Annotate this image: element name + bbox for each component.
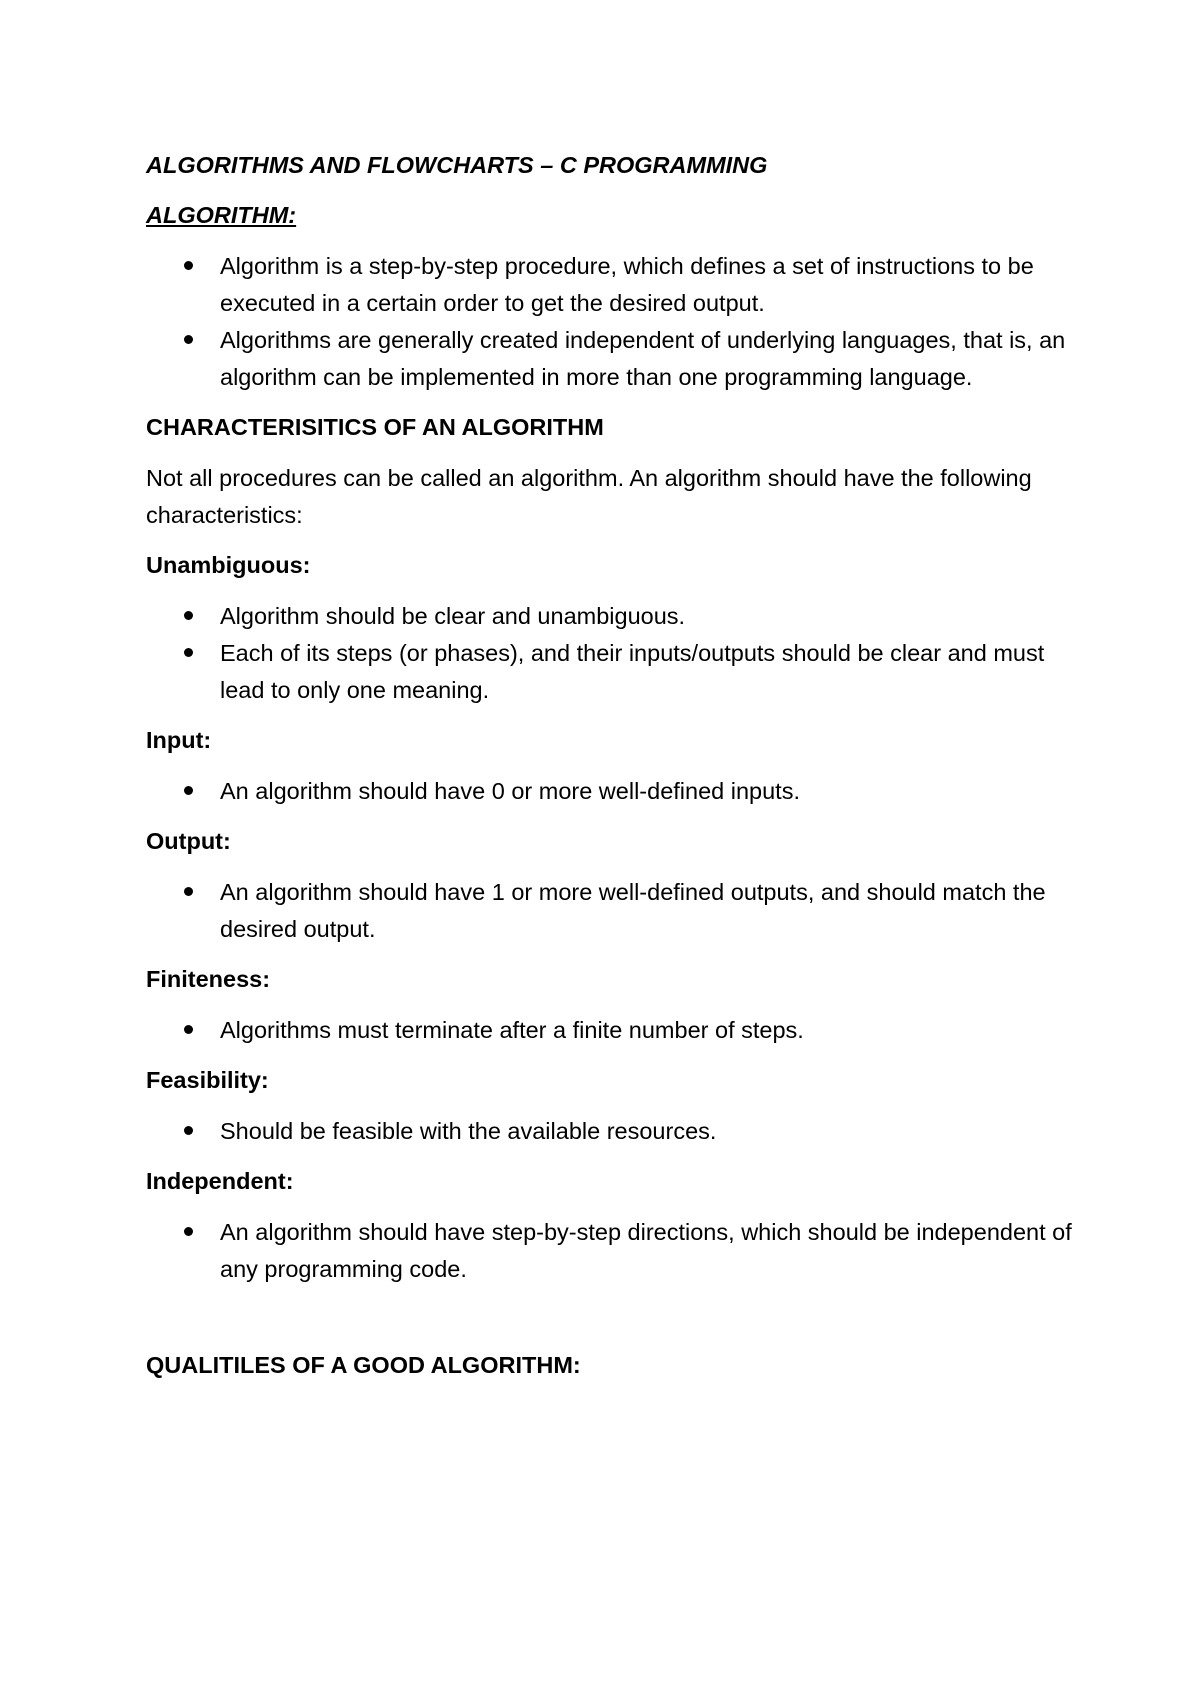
independent-label: Independent: bbox=[146, 1168, 294, 1194]
finiteness-label: Finiteness: bbox=[146, 966, 271, 992]
bullet-text: Should be feasible with the available resources. bbox=[220, 1118, 717, 1144]
bullet-icon bbox=[184, 1227, 193, 1236]
list-item bbox=[146, 874, 1086, 948]
unambiguous-bullet-list bbox=[146, 598, 1086, 709]
bullet-text: Algorithm should be clear and unambiguous. bbox=[220, 603, 686, 629]
bullet-text: An algorithm should have 0 or more well-defined inputs. bbox=[220, 778, 800, 804]
list-item bbox=[146, 598, 1086, 635]
bullet-text: Algorithm is a step-by-step procedure, which defines a set of instructions to be executed in a certain order to get the desired output. bbox=[220, 253, 1034, 316]
bullet-icon bbox=[184, 887, 193, 896]
list-item bbox=[146, 1012, 1086, 1049]
feasibility-bullet-list bbox=[146, 1113, 1086, 1150]
bullet-icon bbox=[184, 611, 193, 620]
unambiguous-label: Unambiguous: bbox=[146, 552, 311, 578]
algorithm-heading: ALGORITHM: bbox=[146, 202, 297, 228]
feasibility-label: Feasibility: bbox=[146, 1067, 269, 1093]
algorithm-bullet-list bbox=[146, 248, 1086, 396]
list-item bbox=[146, 248, 1086, 322]
bullet-icon bbox=[184, 1126, 193, 1135]
document-title: ALGORITHMS AND FLOWCHARTS – C PROGRAMMING bbox=[146, 152, 768, 178]
list-item bbox=[146, 1113, 1086, 1150]
bullet-icon bbox=[184, 786, 193, 795]
bullet-text: An algorithm should have step-by-step directions, which should be independent of any programming code. bbox=[220, 1219, 1072, 1282]
finiteness-bullet-list bbox=[146, 1012, 1086, 1049]
bullet-text: Algorithms are generally created independent of underlying languages, that is, an algorithm can be implemented in more than one programming language. bbox=[220, 327, 1066, 390]
bullet-icon bbox=[184, 648, 193, 657]
bullet-text: Algorithms must terminate after a finite number of steps. bbox=[220, 1017, 804, 1043]
bullet-icon bbox=[184, 261, 193, 270]
list-item bbox=[146, 1214, 1086, 1288]
input-bullet-list bbox=[146, 773, 1086, 810]
bullet-text: An algorithm should have 1 or more well-defined outputs, and should match the desired output. bbox=[220, 879, 1046, 942]
independent-bullet-list bbox=[146, 1214, 1086, 1288]
output-bullet-list bbox=[146, 874, 1086, 948]
input-label: Input: bbox=[146, 727, 212, 753]
bullet-icon bbox=[184, 335, 193, 344]
paragraph-spacer bbox=[146, 1302, 1086, 1348]
document-content bbox=[146, 148, 1086, 1398]
bullet-icon bbox=[184, 1025, 193, 1034]
bullet-text: Each of its steps (or phases), and their inputs/outputs should be clear and must lead to only one meaning. bbox=[220, 640, 1045, 703]
characteristics-intro: Not all procedures can be called an algorithm. An algorithm should have the following characteristics: bbox=[146, 465, 1032, 528]
output-label: Output: bbox=[146, 828, 231, 854]
list-item bbox=[146, 322, 1086, 396]
list-item bbox=[146, 635, 1086, 709]
characteristics-heading: CHARACTERISITICS OF AN ALGORITHM bbox=[146, 414, 604, 440]
list-item bbox=[146, 773, 1086, 810]
qualities-heading: QUALITILES OF A GOOD ALGORITHM: bbox=[146, 1352, 581, 1378]
